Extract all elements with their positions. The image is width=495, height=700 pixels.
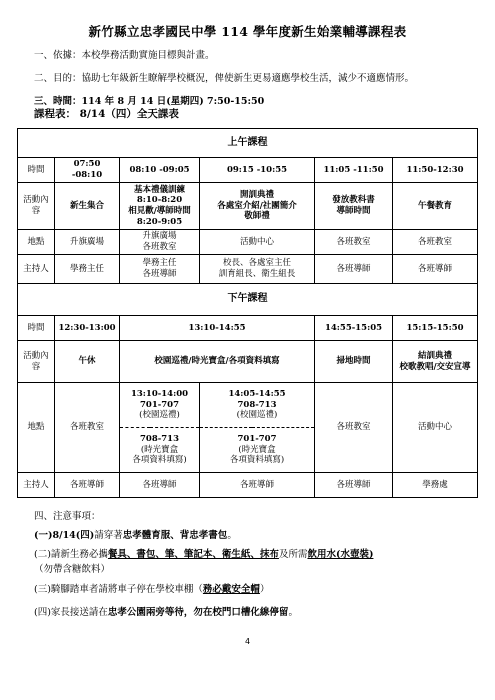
note-1: (一)8/14(四)請穿著忠孝體育服、背忠孝書包。 <box>34 530 237 541</box>
morning-activity-4: 發放教科書 導師時間 <box>315 183 393 230</box>
morning-location-2: 升旗廣場 各班教室 <box>120 230 200 255</box>
afternoon-location-1: 各班教室 <box>55 383 120 473</box>
morning-location-4: 各班教室 <box>315 230 393 255</box>
afternoon-time-2: 13:10-14:55 <box>120 316 315 341</box>
afternoon-location-block-c: 708-713 (時光寶盒 各項資料填寫) <box>120 428 200 473</box>
morning-location-5: 各班教室 <box>393 230 478 255</box>
purpose-line: 二、目的：協助七年級新生瞭解學校概況，俾使新生更易適應學校生活，減少不適應情形。 <box>34 73 415 84</box>
note-4: (四)家長接送請在忠孝公園兩旁等待，勿在校門口槽化線停留。 <box>34 607 298 618</box>
morning-host-2: 學務主任 各班導師 <box>120 255 200 284</box>
row-label-activity: 活動內容 <box>18 183 55 230</box>
morning-host-row <box>18 255 478 284</box>
afternoon-location-block-d: 701-707 (時光寶盒 各項資料填寫) <box>200 428 315 473</box>
morning-activity-row <box>18 183 478 230</box>
pm-row-label-location: 地點 <box>18 383 55 473</box>
page-title: 新竹縣立忠孝國民中學 114 學年度新生始業輔導課程表 <box>88 24 407 39</box>
morning-host-5: 各班導師 <box>393 255 478 284</box>
morning-host-1: 學務主任 <box>55 255 120 284</box>
morning-header: 上午課程 <box>18 129 478 158</box>
afternoon-location-last: 活動中心 <box>393 383 478 473</box>
morning-time-1: 07:50 -08:10 <box>55 158 120 183</box>
row-label-location: 地點 <box>18 230 55 255</box>
morning-time-2: 08:10 -09:05 <box>120 158 200 183</box>
morning-location-3: 活動中心 <box>200 230 315 255</box>
morning-time-5: 11:50-12:30 <box>393 158 478 183</box>
morning-host-3: 校長、各處室主任 訓育組長、衛生組長 <box>200 255 315 284</box>
afternoon-activity-1: 午休 <box>55 341 120 383</box>
morning-activity-5: 午餐教育 <box>393 183 478 230</box>
afternoon-host-5: 學務處 <box>393 473 478 498</box>
morning-host-4: 各班導師 <box>315 255 393 284</box>
afternoon-time-4: 15:15-15:50 <box>393 316 478 341</box>
pm-row-label-activity: 活動內容 <box>18 341 55 383</box>
note-2: (二)請新生務必攜餐具、書包、筆、筆記本、衛生紙、抹布及所需飲用水(水壺裝) <box>34 549 374 560</box>
pm-row-label-host: 主持人 <box>18 473 55 498</box>
afternoon-host-4: 各班導師 <box>315 473 393 498</box>
morning-location-row <box>18 230 478 255</box>
afternoon-host-row <box>18 473 478 498</box>
afternoon-location-clean: 各班教室 <box>315 383 393 473</box>
afternoon-time-row <box>18 316 478 341</box>
afternoon-location-row <box>18 383 478 428</box>
note-2-cont: （勿帶含糖飲料） <box>34 564 111 575</box>
afternoon-host-3: 各班導師 <box>200 473 315 498</box>
afternoon-time-1: 12:30-13:00 <box>55 316 120 341</box>
morning-location-1: 升旗廣場 <box>55 230 120 255</box>
afternoon-header: 下午課程 <box>18 284 478 316</box>
morning-time-4: 11:05 -11:50 <box>315 158 393 183</box>
row-label-host: 主持人 <box>18 255 55 284</box>
note-3: (三)騎腳踏車者請將車子停在學校車棚（務必戴安全帽） <box>34 584 270 595</box>
afternoon-location-block-a: 13:10-14:00 701-707 (校園巡禮) <box>120 383 200 428</box>
afternoon-host-2: 各班導師 <box>120 473 200 498</box>
schedule-table <box>17 128 478 498</box>
morning-time-3: 09:15 -10:55 <box>200 158 315 183</box>
afternoon-host-1: 各班導師 <box>55 473 120 498</box>
morning-time-row <box>18 158 478 183</box>
afternoon-activity-3: 掃地時間 <box>315 341 393 383</box>
schedule-label: 課程表： 8/14（四）全天課表 <box>34 108 179 120</box>
afternoon-activity-2: 校園巡禮/時光寶盒/各項資料填寫 <box>120 341 315 383</box>
afternoon-time-3: 14:55-15:05 <box>315 316 393 341</box>
row-label-time: 時間 <box>18 158 55 183</box>
time-line: 三、時間：114 年 8 月 14 日(星期四) 7:50-15:50 <box>34 96 265 107</box>
morning-activity-3: 開訓典禮 各處室介紹/社團簡介 敬師禮 <box>200 183 315 230</box>
page-number: 4 <box>244 637 251 646</box>
morning-activity-2: 基本禮儀訓練 8:10-8:20 相見歡/導師時間 8:20-9:05 <box>120 183 200 230</box>
morning-activity-1: 新生集合 <box>55 183 120 230</box>
afternoon-activity-row <box>18 341 478 383</box>
basis-line: 一、依據：本校學務活動實施目標與計畫。 <box>34 50 215 61</box>
afternoon-activity-4: 結訓典禮 校歌教唱/交安宣導 <box>393 341 478 383</box>
afternoon-location-block-b: 14:05-14:55 708-713 (校園巡禮) <box>200 383 315 428</box>
pm-row-label-time: 時間 <box>18 316 55 341</box>
notes-heading: 四、注意事項： <box>34 511 101 522</box>
